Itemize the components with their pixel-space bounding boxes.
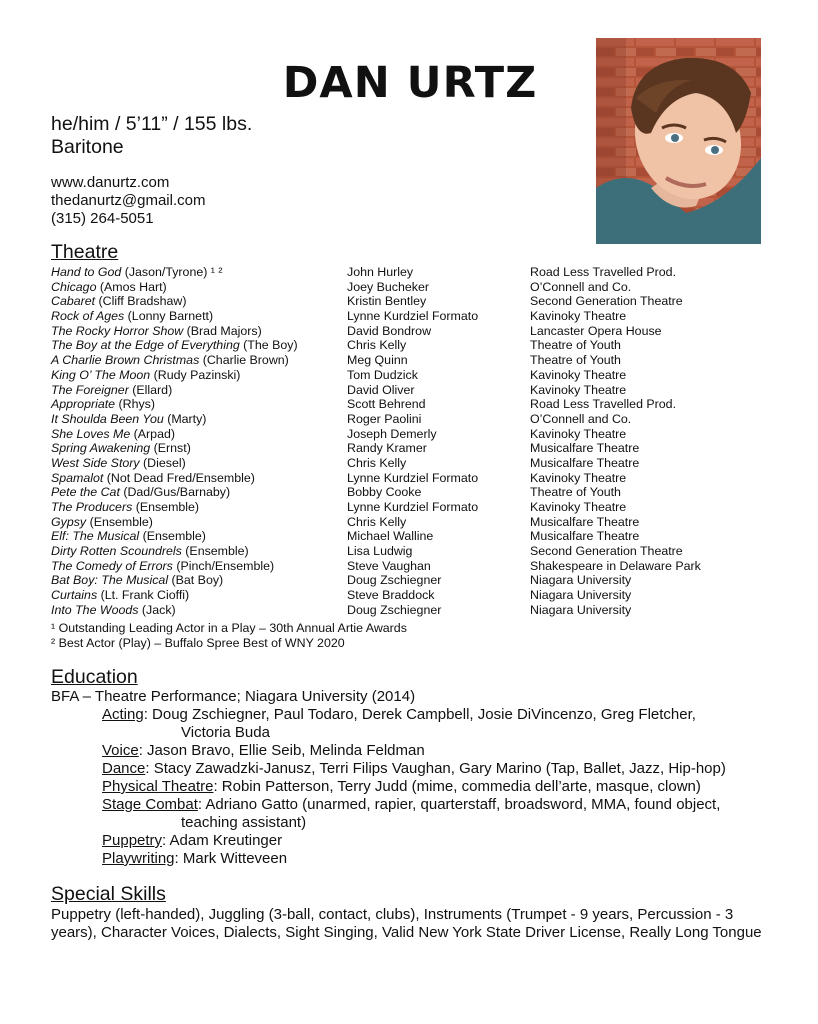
training-item [51, 760, 771, 778]
special-skills-text: Puppetry (left-handed), Juggling (3-ball, contact, clubs), Instruments (Trumpet - 9 years, Percussion - 3 years), Character Voices, Dialects, Sight Singing, Valid New York State Driver License, Really Long Tongue [51, 906, 762, 941]
credit-row [51, 544, 771, 559]
credit-venue: Musicalfare Theatre [530, 529, 640, 544]
credit-show-title: Dirty Rotten Scoundrels [51, 544, 182, 559]
training-item [51, 706, 771, 724]
credit-show-title: Gypsy [51, 514, 87, 529]
degree: BFA – Theatre Performance; Niagara University (2014) [51, 688, 416, 705]
credit-venue: Niagara University [530, 588, 632, 603]
credit-role: (Lt. Frank Cioffi) [97, 588, 190, 603]
footnote-1: ¹ Outstanding Leading Actor in a Play – 30th Annual Artie Awards [51, 621, 407, 635]
footnotes [51, 621, 407, 651]
credit-director: Joey Bucheker [347, 279, 429, 294]
credit-director: Steve Vaughan [347, 558, 431, 573]
credit-show-role [51, 265, 222, 280]
credit-show-title: Elf: The Musical [51, 529, 140, 544]
credit-show-role [51, 309, 213, 324]
credit-show-role [51, 368, 240, 383]
credit-role: (Diesel) [139, 455, 186, 470]
training-teachers: : Mark Witteveen [174, 850, 288, 867]
credit-show-title: Chicago [51, 279, 97, 294]
training-teachers: : Adriano Gatto (unarmed, rapier, quarterstaff, broadsword, MMA, found object, [197, 796, 721, 813]
credit-show-title: Curtains [51, 588, 98, 603]
credit-director: Meg Quinn [347, 353, 408, 368]
credit-director: Kristin Bentley [347, 294, 427, 309]
credit-role: (Not Dead Fred/Ensemble) [103, 470, 255, 485]
credit-director: Lynne Kurdziel Formato [347, 309, 479, 324]
credit-venue: Theatre of Youth [530, 338, 621, 353]
phone-number: (315) 264-5051 [51, 210, 154, 227]
credit-director: Lynne Kurdziel Formato [347, 470, 479, 485]
credit-venue: Road Less Travelled Prod. [530, 397, 677, 412]
theatre-credits-table [51, 265, 771, 618]
training-teachers: : Adam Kreutinger [162, 832, 283, 849]
credit-row [51, 368, 771, 383]
credit-show-role [51, 456, 186, 471]
credit-venue: Second Generation Theatre [530, 294, 683, 309]
credit-row [51, 485, 771, 500]
credit-row [51, 397, 771, 412]
credit-row [51, 529, 771, 544]
credit-role: (Ellard) [128, 382, 173, 397]
credit-row [51, 441, 771, 456]
credit-show-role [51, 280, 167, 295]
credit-row [51, 588, 771, 603]
credit-venue: Niagara University [530, 602, 632, 617]
credit-show-role [51, 500, 199, 515]
contact-info [51, 174, 205, 228]
credit-row [51, 324, 771, 339]
credit-show-title: Into The Woods [51, 602, 139, 617]
training-teachers: : Robin Patterson, Terry Judd (mime, commedia dell’arte, masque, clown) [213, 778, 701, 795]
credit-row [51, 500, 771, 515]
credit-row [51, 559, 771, 574]
training-continuation: teaching assistant) [181, 814, 307, 831]
credit-show-title: It Shoulda Been You [51, 411, 164, 426]
credit-director: Lynne Kurdziel Formato [347, 500, 479, 514]
credit-role: (Cliff Bradshaw) [95, 294, 187, 309]
credit-show-role [51, 471, 255, 486]
credit-show-title: She Loves Me [51, 426, 131, 441]
training-subject: Stage Combat [102, 796, 198, 813]
credit-director: Doug Zschiegner [347, 602, 442, 617]
credit-show-role [51, 427, 175, 442]
training-teachers: : Jason Bravo, Ellie Seib, Melinda Feldman [138, 742, 425, 759]
credit-show-title: Cabaret [51, 294, 96, 309]
credit-row [51, 383, 771, 398]
credit-row [51, 456, 771, 471]
credit-role: (Jack) [138, 602, 176, 617]
credit-director: David Oliver [347, 382, 415, 397]
credit-row [51, 309, 771, 324]
credit-show-role [51, 353, 289, 368]
credit-director: Tom Dudzick [347, 367, 418, 382]
credit-venue: Theatre of Youth [530, 485, 621, 500]
credit-director: Doug Zschiegner [347, 573, 442, 588]
credit-row [51, 427, 771, 442]
headshot-photo [596, 38, 761, 244]
credit-venue: Shakespeare in Delaware Park [530, 558, 701, 573]
credit-venue: Kavinoky Theatre [530, 500, 627, 514]
voice-type: Baritone [51, 136, 124, 158]
credit-show-role [51, 603, 176, 618]
credit-show-role [51, 573, 223, 588]
credit-director: Scott Behrend [347, 397, 426, 412]
credit-row [51, 515, 771, 530]
credit-row [51, 280, 771, 295]
credit-director: Bobby Cooke [347, 485, 422, 500]
credit-show-role [51, 588, 189, 603]
footnote-2: ² Best Actor (Play) – Buffalo Spree Best of WNY 2020 [51, 636, 345, 650]
training-subject: Puppetry [102, 832, 163, 849]
credit-director: Steve Braddock [347, 588, 435, 603]
credit-venue: O’Connell and Co. [530, 411, 632, 426]
credit-director: Randy Kramer [347, 441, 427, 456]
training-item [51, 832, 771, 850]
credit-show-role [51, 412, 206, 427]
credit-row [51, 338, 771, 353]
training-subject: Physical Theatre [102, 778, 214, 795]
training-subject: Playwriting [102, 850, 175, 867]
credit-show-title: Pete the Cat [51, 485, 120, 500]
training-subject: Acting [102, 706, 144, 723]
credit-director: Chris Kelly [347, 455, 407, 470]
credit-venue: Kavinoky Theatre [530, 426, 627, 441]
credit-venue: Kavinoky Theatre [530, 470, 627, 485]
credit-venue: Musicalfare Theatre [530, 455, 640, 470]
credit-show-title: The Foreigner [51, 382, 129, 397]
credit-show-title: The Rocky Horror Show [51, 323, 184, 338]
credit-show-title: The Comedy of Errors [51, 558, 173, 573]
credit-show-role [51, 559, 274, 574]
credit-role: (Ensemble) [86, 514, 153, 529]
education-section [51, 688, 771, 868]
credit-director: Chris Kelly [347, 338, 407, 353]
website-link[interactable]: www.danurtz.com [51, 174, 170, 191]
credit-show-role [51, 338, 298, 353]
credit-show-title: A Charlie Brown Christmas [51, 353, 200, 368]
credit-show-title: Spring Awakening [51, 441, 151, 456]
credit-director: David Bondrow [347, 323, 432, 338]
credit-row [51, 353, 771, 368]
credit-row [51, 471, 771, 486]
training-item [51, 796, 771, 814]
credit-show-title: Spamalot [51, 470, 104, 485]
resume-name: DAN URTZ [282, 58, 538, 108]
training-item [51, 742, 771, 760]
credit-role: (Ensemble) [132, 500, 200, 514]
credit-venue: Second Generation Theatre [530, 544, 683, 559]
vitals-line: he/him / 5’11” / 155 lbs. [51, 113, 253, 135]
credit-show-title: King O’ The Moon [51, 367, 151, 382]
credit-show-title: The Producers [51, 500, 133, 514]
training-item [51, 778, 771, 796]
credit-role: (Lonny Barnett) [124, 309, 214, 324]
credit-venue: Musicalfare Theatre [530, 514, 640, 529]
credit-row [51, 412, 771, 427]
credit-director: Joseph Demerly [347, 426, 437, 441]
theatre-heading: Theatre [51, 241, 119, 263]
credit-role: (Bat Boy) [168, 573, 224, 588]
credit-role: (Pinch/Ensemble) [172, 558, 275, 573]
credit-role: (Charlie Brown) [199, 353, 289, 368]
credit-director: Lisa Ludwig [347, 544, 413, 559]
credit-show-title: Appropriate [51, 397, 116, 412]
credit-venue: Theatre of Youth [530, 353, 621, 368]
credit-director: Chris Kelly [347, 514, 407, 529]
credit-show-title: Bat Boy: The Musical [51, 573, 169, 588]
credit-role: (Amos Hart) [96, 279, 167, 294]
credit-show-title: Rock of Ages [51, 309, 125, 324]
credit-row [51, 603, 771, 618]
credit-show-role [51, 529, 206, 544]
credit-role: (Marty) [163, 411, 207, 426]
credit-show-role [51, 544, 249, 559]
credit-venue: Niagara University [530, 573, 632, 588]
credit-venue: Kavinoky Theatre [530, 367, 627, 382]
credit-director: Roger Paolini [347, 411, 422, 426]
credit-show-title: West Side Story [51, 455, 140, 470]
credit-row [51, 265, 771, 280]
credit-venue: Road Less Travelled Prod. [530, 265, 677, 279]
credit-show-role [51, 383, 172, 398]
credit-show-title: Hand to God [51, 265, 122, 279]
training-teachers: : Doug Zschiegner, Paul Todaro, Derek Campbell, Josie DiVincenzo, Greg Fletcher, [143, 706, 696, 723]
credit-row [51, 294, 771, 309]
training-continuation: Victoria Buda [181, 724, 270, 741]
credit-role: (Rhys) [115, 397, 155, 412]
credit-director: Michael Walline [347, 529, 434, 544]
credit-director: John Hurley [347, 265, 414, 279]
credit-role: (Ernst) [150, 441, 191, 456]
credit-venue: Kavinoky Theatre [530, 309, 627, 324]
credit-venue: Musicalfare Theatre [530, 441, 640, 456]
credit-show-role [51, 515, 153, 530]
email-link[interactable]: thedanurtz@gmail.com [51, 192, 206, 209]
credit-role: (Arpad) [130, 426, 175, 441]
special-skills-heading: Special Skills [51, 883, 166, 905]
credit-show-role [51, 485, 230, 500]
credit-venue: Lancaster Opera House [530, 323, 662, 338]
credit-role: (The Boy) [239, 338, 298, 353]
credit-venue: O’Connell and Co. [530, 279, 632, 294]
credit-role: (Brad Majors) [183, 323, 262, 338]
credit-role: (Rudy Pazinski) [150, 367, 241, 382]
credit-show-role [51, 294, 186, 309]
training-list [51, 706, 771, 868]
education-heading: Education [51, 666, 138, 688]
training-item [51, 850, 771, 868]
credit-role: (Dad/Gus/Barnaby) [119, 485, 231, 500]
training-subject: Dance [102, 760, 146, 777]
training-subject: Voice [102, 742, 139, 759]
credit-show-role [51, 441, 191, 456]
credit-show-title: The Boy at the Edge of Everything [51, 338, 240, 353]
vitals [51, 113, 252, 159]
training-teachers: : Stacy Zawadzki-Janusz, Terri Filips Vaughan, Gary Marino (Tap, Ballet, Jazz, Hip-hop) [145, 760, 726, 777]
credit-show-role [51, 324, 262, 339]
credit-venue: Kavinoky Theatre [530, 382, 627, 397]
credit-show-role [51, 397, 155, 412]
credit-row [51, 573, 771, 588]
credit-role: (Ensemble) [139, 529, 206, 544]
credit-role: (Jason/Tyrone) ¹ ² [121, 265, 223, 279]
credit-role: (Ensemble) [181, 544, 249, 559]
